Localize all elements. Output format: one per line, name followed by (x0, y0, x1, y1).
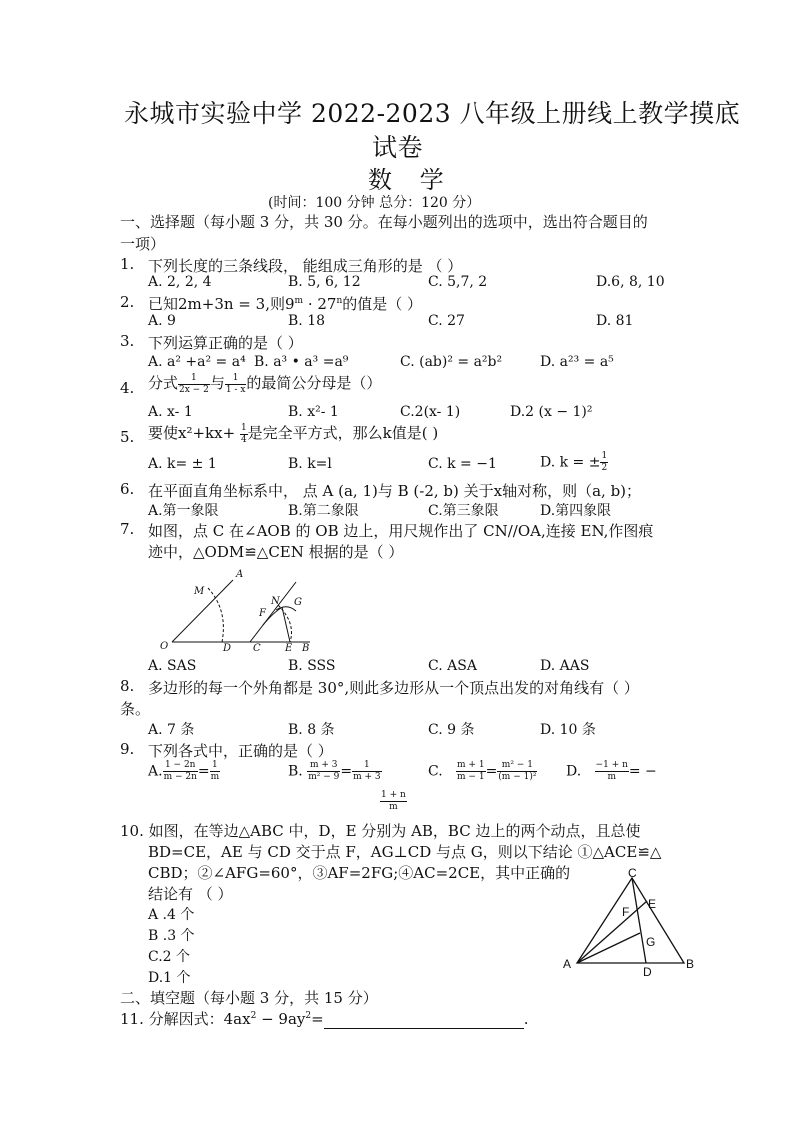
q5-stem-post: 是完全平方式，那么k值是( ) (247, 424, 439, 442)
q7-stem-line1: 如图，点 C 在∠AOB 的 OB 边上，用尺规作出了 CN//OA,连接 EN,作图痕 (148, 522, 654, 540)
q3-number: 3. (120, 332, 135, 350)
q9-d-frac1 (595, 760, 629, 783)
q9-d-d2: m (389, 802, 398, 812)
q1-option-b: B. 5, 6, 12 (288, 274, 361, 290)
q5-f-den: 4 (240, 434, 247, 445)
section1-heading-line2: 一项） (120, 235, 166, 253)
exam-title-line1: 永城市实验中学 2022-2023 八年级上册线上教学摸底 (124, 99, 741, 128)
q4-f1-den: 2x − 2 (179, 384, 209, 395)
q9-option-b (288, 760, 382, 783)
q2-exp-m: m (294, 296, 304, 306)
q4-option-a: A. x- 1 (148, 404, 193, 420)
q10-label-a: A (563, 957, 572, 971)
q10-line4: 结论有 （ ） (148, 885, 233, 903)
q4-f2-num: 1 (225, 373, 247, 385)
q8-number: 8. (120, 677, 135, 695)
q1-stem: 下列长度的三条线段， 能组成三角形的是 （ ） (148, 257, 463, 275)
q9-c-n1: m + 1 (457, 760, 485, 770)
section2-heading: 二、填空题（每小题 3 分，共 15 分） (120, 989, 378, 1007)
q4-number: 4. (120, 379, 135, 397)
q1-option-c: C. 5,7, 2 (428, 274, 488, 290)
q5-option-a: A. k= ± 1 (148, 456, 217, 472)
q7-number: 7. (120, 520, 135, 538)
q10-label-e: E (648, 897, 657, 911)
q9-a-frac1 (163, 760, 198, 783)
q9-b-n2: 1 (352, 760, 382, 772)
q11-number: 11. (120, 1010, 144, 1028)
q5-d-den: 2 (601, 463, 608, 473)
q10-line1-text: 如图，在等边△ABC 中，D，E 分别为 AB，BC 边上的两个动点，且总使 (148, 822, 641, 840)
q2-option-c: C. 27 (428, 313, 465, 329)
q1-option-d: D.6, 8, 10 (596, 274, 665, 290)
q10-number: 10. (120, 822, 144, 840)
q10-option-c: C.2 个 (148, 949, 191, 965)
q9-option-a (148, 760, 220, 783)
q8-option-d: D. 10 条 (540, 722, 596, 738)
q9-option-c (428, 760, 537, 783)
q2-option-d: D. 81 (596, 313, 634, 329)
q10-label-d: D (643, 965, 652, 979)
q4-fraction-2 (225, 373, 247, 396)
q5-option-d (540, 451, 608, 474)
q7-figure (150, 565, 325, 655)
q10-triangle-figure (560, 868, 700, 980)
q9-b-frac1 (307, 760, 340, 783)
exam-time-info: (时间：100 分钟 总分：120 分） (268, 195, 481, 211)
q9-c-frac1 (456, 760, 486, 783)
q9-b-label: B. (288, 763, 303, 780)
q7-label-g: G (294, 597, 302, 608)
q6-number: 6. (120, 480, 135, 498)
q9-c-d1: m − 1 (457, 772, 485, 782)
q4-f1-num: 1 (178, 373, 210, 385)
q9-stem: 下列各式中，正确的是（ ） (148, 742, 333, 760)
q8-option-a: A. 7 条 (148, 722, 195, 738)
q2-option-a: A. 9 (148, 313, 176, 329)
q9-c-d2: (m − 1)² (498, 772, 537, 782)
q4-option-d: D.2 (x − 1)² (510, 404, 593, 420)
q9-d-label: D. (566, 763, 582, 780)
q7-option-b: B. SSS (288, 658, 336, 674)
q5-f-num: 1 (240, 422, 247, 433)
q8-option-b: B. 8 条 (288, 722, 335, 738)
q9-b-eq: = (340, 763, 353, 780)
q7-option-a: A. SAS (148, 658, 197, 674)
q3-stem: 下列运算正确的是（ ） (148, 334, 303, 352)
q5-stem (148, 422, 438, 446)
q5-fraction (240, 423, 248, 446)
q10-label-g: G (646, 935, 656, 949)
q9-b-n1: m + 3 (307, 760, 340, 772)
q7-label-a: A (236, 569, 244, 580)
q7-stem-line2: 迹中，△ODM≌△CEN 根据的是（ ） (148, 543, 404, 561)
q10-label-b: B (686, 957, 695, 971)
q9-a-frac2 (210, 760, 221, 783)
q5-option-b: B. k=l (288, 456, 332, 472)
q9-c-label: C. (428, 763, 443, 780)
q9-c-frac2 (497, 760, 537, 783)
q8-stem-line2: 条。 (120, 700, 151, 718)
q6-option-d: D.第四象限 (540, 503, 612, 519)
q9-d-n1: −1 + n (595, 760, 628, 770)
q2-stem-pre: 已知2m+3n = 3,则9 (148, 295, 295, 313)
q9-b-frac2 (352, 760, 382, 783)
q4-stem-pre: 分式 (148, 374, 179, 392)
q7-option-d: D. AAS (540, 658, 590, 674)
q9-option-d (566, 760, 657, 783)
q11-end: . (523, 1010, 529, 1028)
q5-number: 5. (120, 428, 135, 446)
q3-option-c: C. (ab)² = a²b² (400, 354, 503, 370)
q9-b-d1: m² − 9 (308, 772, 340, 782)
q5-stem-pre: 要使x²+kx+ (148, 424, 240, 442)
q8-option-c: C. 9 条 (428, 722, 475, 738)
q2-exp-n: n (336, 296, 343, 306)
q10-label-c: C (628, 868, 637, 880)
q5-d-num: 1 (601, 451, 608, 461)
q9-a-d2: m (210, 772, 220, 782)
q11-stem-post: = (311, 1010, 324, 1028)
q9-option-d-wrapped-fraction (380, 790, 407, 813)
q10-option-b: B .3 个 (148, 928, 195, 944)
q2-stem-post: 的值是（ ） (342, 295, 423, 313)
q9-a-label: A. (148, 763, 163, 780)
q1-number: 1. (120, 255, 135, 273)
q11 (120, 1008, 529, 1029)
q9-d-d1: m (607, 772, 616, 782)
q9-number: 9. (120, 740, 135, 758)
q11-exp2: 2 (305, 1011, 312, 1021)
q10-option-a: A .4 个 (148, 907, 195, 923)
q11-exp1: 2 (250, 1011, 257, 1021)
section1-heading-line1: 一、选择题（每小题 3 分，共 30 分。在每小题列出的选项中，选出符合题目的 (120, 213, 648, 231)
q9-d-eq: = − (628, 763, 657, 780)
q3-option-b: B. a³ • a³ =a⁹ (254, 354, 349, 370)
q7-label-m: M (194, 586, 205, 597)
q3-option-a: A. a² +a² = a⁴ (148, 354, 246, 370)
q9-a-n1: 1 − 2n (163, 760, 198, 772)
q10-line3: CBD；②∠AFG=60°，③AF=2FG;④AC=2CE，其中正确的 (148, 864, 571, 882)
q2-stem (148, 293, 422, 314)
q4-stem-mid: 与 (209, 374, 225, 392)
q10-line1 (120, 820, 640, 841)
q9-c-eq: = (485, 763, 498, 780)
q7-option-c: C. ASA (428, 658, 477, 674)
q7-label-o: O (160, 641, 169, 652)
q3-option-d: D. a²³ = a⁵ (540, 354, 614, 370)
q8-stem-line1: 多边形的每一个外角都是 30°,则此多边形从一个顶点出发的对角线有（ ） (148, 679, 639, 697)
q7-label-n: N (271, 596, 280, 607)
q2-number: 2. (120, 293, 135, 311)
q11-answer-blank[interactable] (324, 1014, 524, 1029)
q7-label-c: C (253, 643, 261, 654)
q4-stem (148, 372, 381, 396)
q7-label-b: B (302, 643, 310, 654)
q11-stem-pre: 分解因式：4ax (148, 1010, 251, 1028)
q7-label-e: E (285, 643, 293, 654)
q5-option-d-pre: D. k = ± (540, 454, 601, 471)
q9-b-d2: m + 3 (353, 772, 381, 782)
q2-option-b: B. 18 (288, 313, 326, 329)
q4-option-c: C.2(x- 1) (400, 404, 461, 420)
q9-d-n2: 1 + n (381, 790, 406, 800)
q6-option-b: B.第二象限 (288, 503, 359, 519)
q10-label-f: F (622, 905, 630, 919)
q10-line2: BD=CE，AE 与 CD 交于点 F，AG⊥CD 与点 G，则以下结论 ①△ACE≌△ (148, 843, 662, 861)
q9-a-n2: 1 (210, 760, 221, 772)
q4-option-b: B. x²- 1 (288, 404, 339, 420)
q6-option-a: A.第一象限 (148, 503, 219, 519)
q2-stem-mid: · 27 (303, 295, 337, 313)
q4-fraction-1 (178, 373, 210, 396)
q9-a-d1: m − 2n (163, 772, 197, 782)
q1-option-a: A. 2, 2, 4 (148, 274, 212, 290)
q7-label-d: D (223, 643, 232, 654)
q5-option-c: C. k = −1 (428, 456, 497, 472)
q4-stem-post: 的最简公分母是（） (246, 374, 382, 392)
q9-c-n2: m² − 1 (497, 760, 537, 772)
q10-option-d: D.1 个 (148, 970, 191, 986)
q6-option-c: C.第三象限 (428, 503, 499, 519)
q11-stem-mid: − 9ay (256, 1010, 306, 1028)
q4-f2-den: 1 - x (225, 384, 246, 395)
exam-subject: 数 学 (368, 166, 454, 194)
q6-stem: 在平面直角坐标系中， 点 A (a, 1)与 B (-2, b) 关于x轴对称，则（a, b)； (148, 482, 642, 500)
exam-title-line2: 试卷 (372, 133, 424, 162)
q7-label-f: F (259, 608, 266, 619)
q9-a-eq: = (197, 763, 210, 780)
q5-option-d-fraction (600, 451, 608, 474)
